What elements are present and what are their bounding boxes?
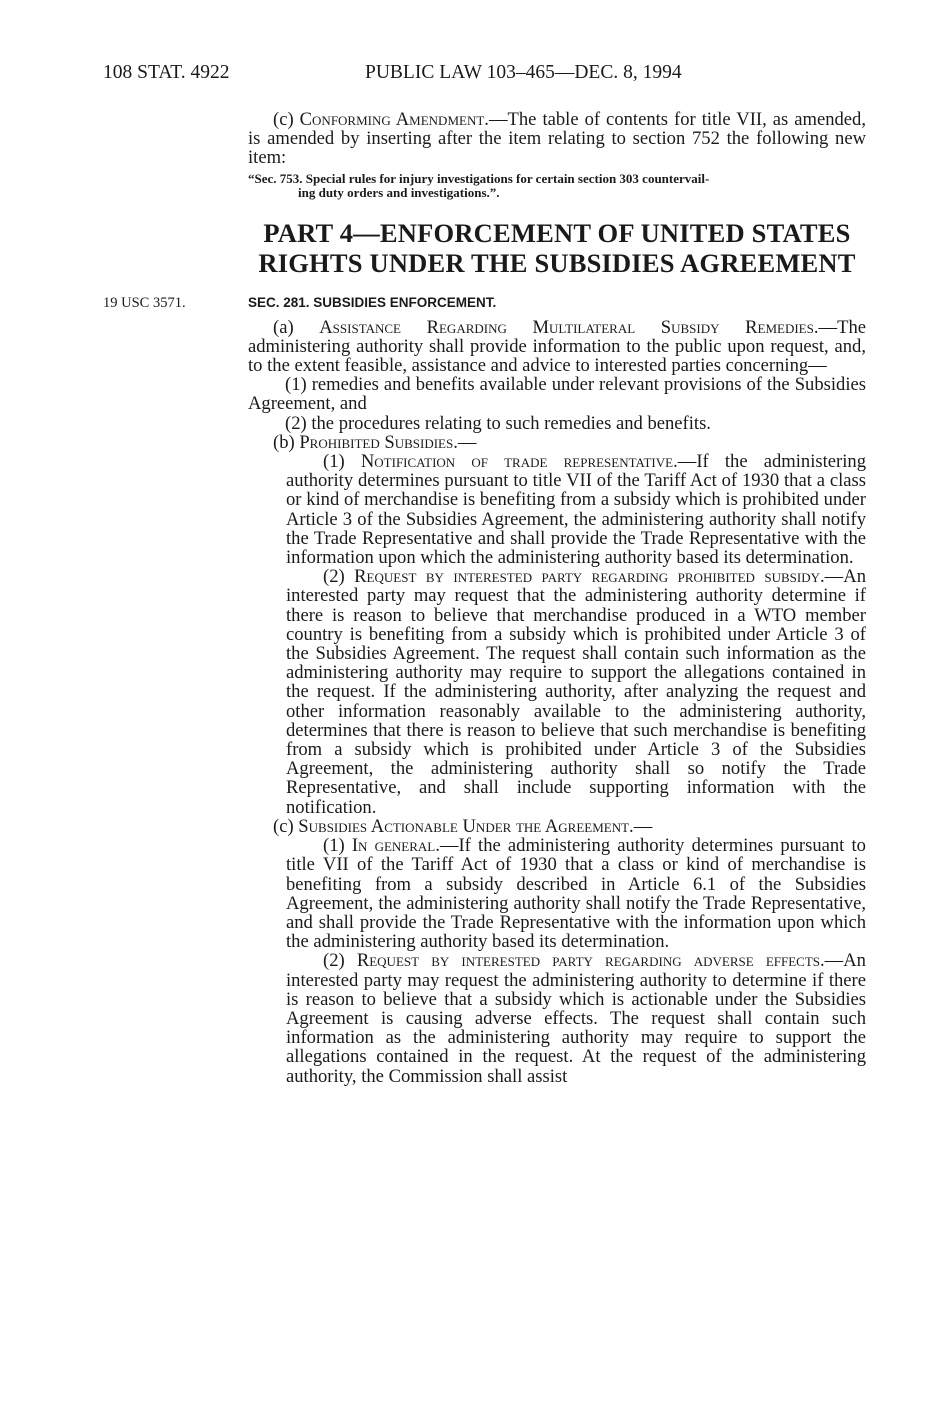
- conforming-amendment-paragraph: (c) Conforming Amendment.—The table of contents for title VII, as amended, is amended by inserting after the item relating to section 752 the following new item:: [248, 109, 866, 169]
- section-heading-line: [103, 293, 866, 315]
- subsection-a-item-2: (2) the procedures relating to such remedies and benefits.: [285, 412, 711, 434]
- subsection-a: (a) Assistance Regarding Multilateral Subsidy Remedies.—The administering authority shall provide information to the public upon request, and, to the extent feasible, assistance and advice to interested parties concerning—: [248, 316, 867, 377]
- subsection-b-paragraph-1: (1) Notification of trade representative.—If the administering authority determines pursuant to title VII of the Tariff Act of 1930 that a class or kind of merchandise is benefiting from a subsidy which is prohibited under Article 3 of the Subsidies Agreement, the administering authority shall notify the Trade Representative and shall provide the Trade Representative with the information upon which the administering authority based its determination.: [286, 451, 866, 569]
- subsection-b-heading: Prohibited Subsidies.: [299, 431, 458, 453]
- subsection-b-paragraph-2: (2) Request by interested party regarding prohibited subsidy.—An interested party may request that the administering authority determine if there is reason to believe that merchandise produced in a WTO member country is benefiting from a subsidy which is prohibited under Article 3 of the Subsidies Agreement. The request shall contain such information as the administering authority may require to support the allegations contained in the request. If the administering authority, after analyzing the request and other information reasonably available to the administering authority, determines that there is reason to believe that such merchandise is benefiting from a subsidy which is prohibited under Article 3 of the Subsidies Agreement, the administering authority shall so notify the Trade Representative, and shall include supporting information with the notification.: [286, 566, 866, 818]
- subsection-c: (c) Subsidies Actionable Under the Agreement.—: [273, 815, 653, 837]
- conforming-amendment-heading: Conforming Amendment.: [299, 109, 489, 130]
- margin-citation: 19 USC 3571.: [103, 294, 186, 311]
- subsection-c-paragraph-2-heading: Request by interested party regarding adverse effects.: [356, 950, 825, 972]
- page-body: [103, 109, 867, 1087]
- subsection-b-paragraph-1-heading: Notification of trade representative.: [360, 451, 678, 473]
- subsection-c-paragraph-1: (1) In general.—If the administering authority determines pursuant to title VII of the Tariff Act of 1930 that a class or kind of merchandise is benefiting from a subsidy described in Article 6.1 of the Subsidies Agreement, the administering authority shall notify the Trade Representative, and shall provide the Trade Representative with the information upon which the administering authority based its determination.: [286, 835, 866, 953]
- subsection-c-heading: Subsidies Actionable Under the Agreement.: [298, 815, 634, 837]
- subsection-b: (b) Prohibited Subsidies.—: [273, 431, 477, 453]
- part-heading: PART 4—ENFORCEMENT OF UNITED STATES RIGHTS UNDER THE SUBSIDIES AGREEMENT: [258, 217, 856, 278]
- subsection-a-item-1: (1) remedies and benefits available under relevant provisions of the Subsidies Agreement, and: [248, 374, 866, 415]
- statute-page-number: 108 STAT. 4922: [103, 62, 230, 83]
- public-law-citation: PUBLIC LAW 103–465—DEC. 8, 1994: [365, 62, 682, 83]
- subsection-c-paragraph-2: (2) Request by interested party regarding adverse effects.—An interested party may request the administering authority to determine if there is reason to believe that a subsidy which is actionable under the Subsidies Agreement is causing adverse effects. The request shall contain such information as the administering authority may require to support the allegations contained in the request. At the request of the administering authority, the Commission shall assist: [286, 950, 866, 1087]
- subsection-b-paragraph-2-heading: Request by interested party regarding prohibited subsidy.: [354, 566, 825, 588]
- subsection-a-heading: Assistance Regarding Multilateral Subsidy Remedies.: [319, 316, 819, 338]
- section-heading: SEC. 281. SUBSIDIES ENFORCEMENT.: [248, 294, 497, 310]
- subsection-c-paragraph-1-heading: In general.: [351, 835, 440, 857]
- page-header: [103, 62, 873, 88]
- toc-new-item: “Sec. 753. Special rules for injury investigations for certain section 303 countervail- ing duty orders and investigations.”.: [248, 170, 710, 200]
